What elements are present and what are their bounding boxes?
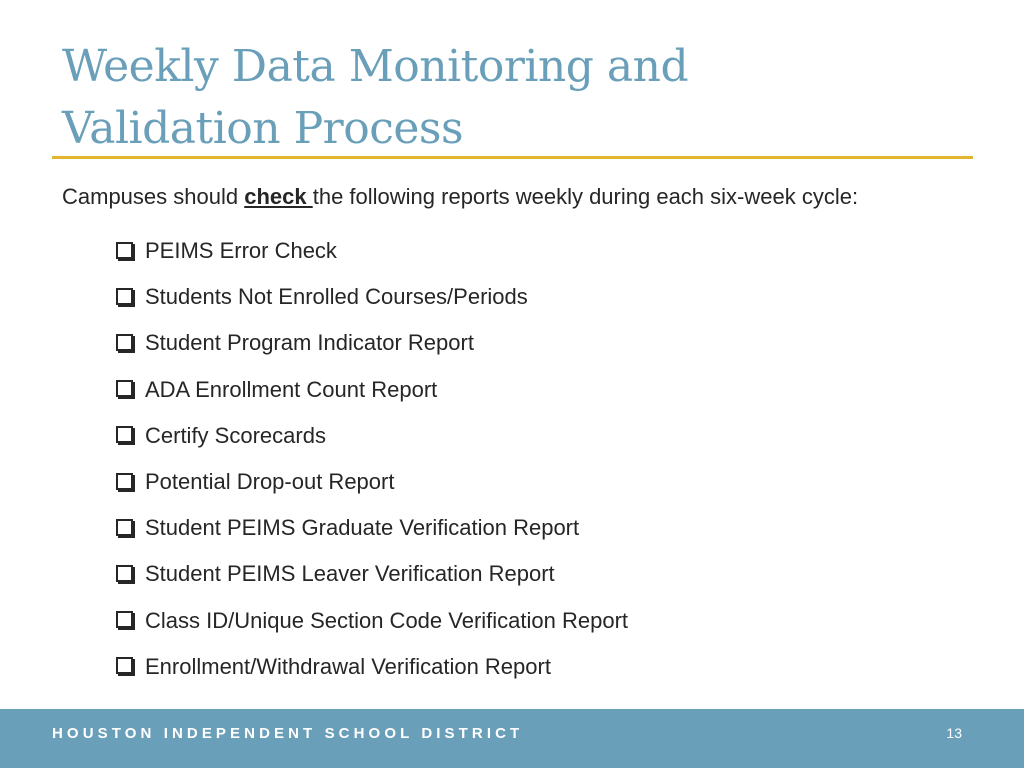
checkbox-icon — [116, 380, 133, 397]
checkbox-icon — [116, 519, 133, 536]
title-divider — [52, 156, 973, 159]
report-label: Student PEIMS Graduate Verification Report — [145, 515, 580, 541]
report-label: Potential Drop-out Report — [145, 469, 395, 495]
report-label: Student Program Indicator Report — [145, 330, 474, 356]
checkbox-icon — [116, 288, 133, 305]
title-line-2: Validation Process — [62, 103, 464, 154]
report-item — [114, 320, 628, 366]
report-label: PEIMS Error Check — [145, 238, 337, 264]
checkbox-icon — [116, 334, 133, 351]
report-checklist — [114, 228, 628, 690]
report-item — [114, 367, 628, 413]
intro-emphasis: check — [244, 184, 313, 209]
report-item — [114, 459, 628, 505]
report-label: Enrollment/Withdrawal Verification Report — [145, 653, 551, 679]
intro-before: Campuses should — [62, 184, 245, 209]
checkbox-icon — [116, 565, 133, 582]
intro-after: the following reports weekly during each six-week cycle: — [312, 184, 859, 209]
intro-text — [62, 182, 1002, 212]
slide-title — [62, 36, 962, 160]
report-item — [114, 644, 628, 690]
report-item — [114, 598, 628, 644]
report-label: Class ID/Unique Section Code Verification Report — [145, 607, 629, 633]
report-item — [114, 413, 628, 459]
checkbox-icon — [116, 611, 133, 628]
report-label: ADA Enrollment Count Report — [145, 376, 438, 402]
report-label: Students Not Enrolled Courses/Periods — [145, 284, 528, 310]
title-line-1: Weekly Data Monitoring and — [62, 41, 689, 92]
report-item — [114, 551, 628, 597]
footer-band — [0, 709, 1024, 768]
report-item — [114, 228, 628, 274]
checkbox-icon — [116, 426, 133, 443]
report-item — [114, 505, 628, 551]
page-number: 13 — [946, 725, 962, 741]
organization-name: HOUSTON INDEPENDENT SCHOOL DISTRICT — [52, 725, 524, 742]
report-label: Certify Scorecards — [145, 422, 326, 448]
checkbox-icon — [116, 242, 133, 259]
checkbox-icon — [116, 473, 133, 490]
checkbox-icon — [116, 657, 133, 674]
report-label: Student PEIMS Leaver Verification Report — [145, 561, 555, 587]
report-item — [114, 274, 628, 320]
